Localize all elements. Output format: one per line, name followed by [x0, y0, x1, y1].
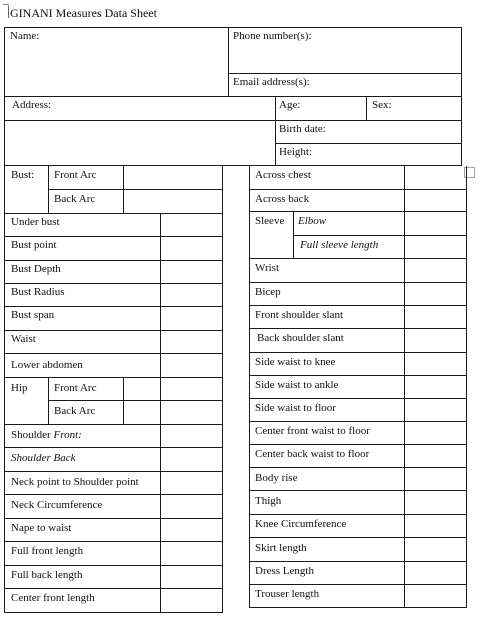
- wrist-label: Wrist: [255, 262, 279, 274]
- center-front-waist-to-floor-label: Center front waist to floor: [255, 425, 370, 437]
- shoulder-front-sub-label: Front:: [53, 429, 82, 441]
- full-front-length-label: Full front length: [11, 545, 84, 557]
- neck-circumference-label: Neck Circumference: [11, 499, 103, 511]
- knee-circumference-label: Knee Circumference: [255, 518, 347, 530]
- side-waist-to-floor-label: Side waist to floor: [255, 402, 336, 414]
- across-back-label: Across back: [255, 193, 310, 205]
- full-sleeve-length-label: Full sleeve length: [300, 239, 379, 251]
- shoulder-front-label: [11, 429, 82, 441]
- bust-point-label: Bust point: [11, 239, 57, 251]
- bust-back-arc-label: Back Arc: [54, 193, 96, 205]
- title-corner-mark: [3, 4, 9, 5]
- bicep-label: Bicep: [255, 286, 281, 298]
- shoulder-label: Shoulder: [11, 429, 51, 441]
- lower-abdomen-label: Lower abdomen: [11, 359, 83, 371]
- address-field[interactable]: [5, 121, 274, 165]
- under-bust-label: Under bust: [11, 216, 60, 228]
- height-label: Height:: [279, 146, 312, 158]
- full-back-length-label: Full back length: [11, 569, 83, 581]
- phone-field[interactable]: [229, 42, 461, 72]
- side-waist-to-knee-label: Side waist to knee: [255, 356, 336, 368]
- age-label: Age:: [279, 99, 301, 111]
- sleeve-label: Sleeve: [255, 215, 285, 227]
- phone-label: Phone number(s):: [233, 30, 312, 42]
- name-field[interactable]: [5, 42, 227, 96]
- center-front-length-label: Center front length: [11, 592, 95, 604]
- dress-length-label: Dress Length: [255, 565, 314, 577]
- name-label: Name:: [10, 30, 40, 42]
- waist-label: Waist: [11, 333, 36, 345]
- page-title: GINANI Measures Data Sheet: [10, 6, 157, 20]
- back-shoulder-slant-label: Back shoulder slant: [257, 332, 344, 344]
- shoulder-back-label: Shoulder Back: [11, 452, 76, 464]
- birth-date-label: Birth date:: [279, 123, 326, 135]
- nape-to-waist-label: Nape to waist: [11, 522, 72, 534]
- across-chest-label: Across chest: [255, 169, 311, 181]
- bust-label: Bust:: [11, 169, 35, 181]
- title-cursor-mark: [8, 6, 9, 18]
- front-shoulder-slant-label: Front shoulder slant: [255, 309, 343, 321]
- bust-front-arc-label: Front Arc: [54, 169, 97, 181]
- thigh-label: Thigh: [255, 495, 282, 507]
- bust-span-label: Bust span: [11, 309, 55, 321]
- bust-radius-label: Bust Radius: [11, 286, 65, 298]
- hip-label: Hip: [11, 382, 28, 394]
- side-waist-to-ankle-label: Side waist to ankle: [255, 379, 339, 391]
- body-rise-label: Body rise: [255, 472, 298, 484]
- center-back-waist-to-floor-label: Center back waist to floor: [255, 448, 370, 460]
- trouser-length-label: Trouser length: [255, 588, 320, 600]
- sleeve-elbow-label: Elbow: [298, 215, 327, 227]
- skirt-length-label: Skirt length: [255, 542, 307, 554]
- email-label: Email address(s):: [233, 76, 310, 88]
- address-label: Address:: [12, 99, 52, 111]
- hip-back-arc-label: Back Arc: [54, 405, 96, 417]
- sex-label: Sex:: [372, 99, 392, 111]
- bust-depth-label: Bust Depth: [11, 263, 61, 275]
- neck-point-label: Neck point to Shoulder point: [11, 476, 139, 488]
- hip-front-arc-label: Front Arc: [54, 382, 97, 394]
